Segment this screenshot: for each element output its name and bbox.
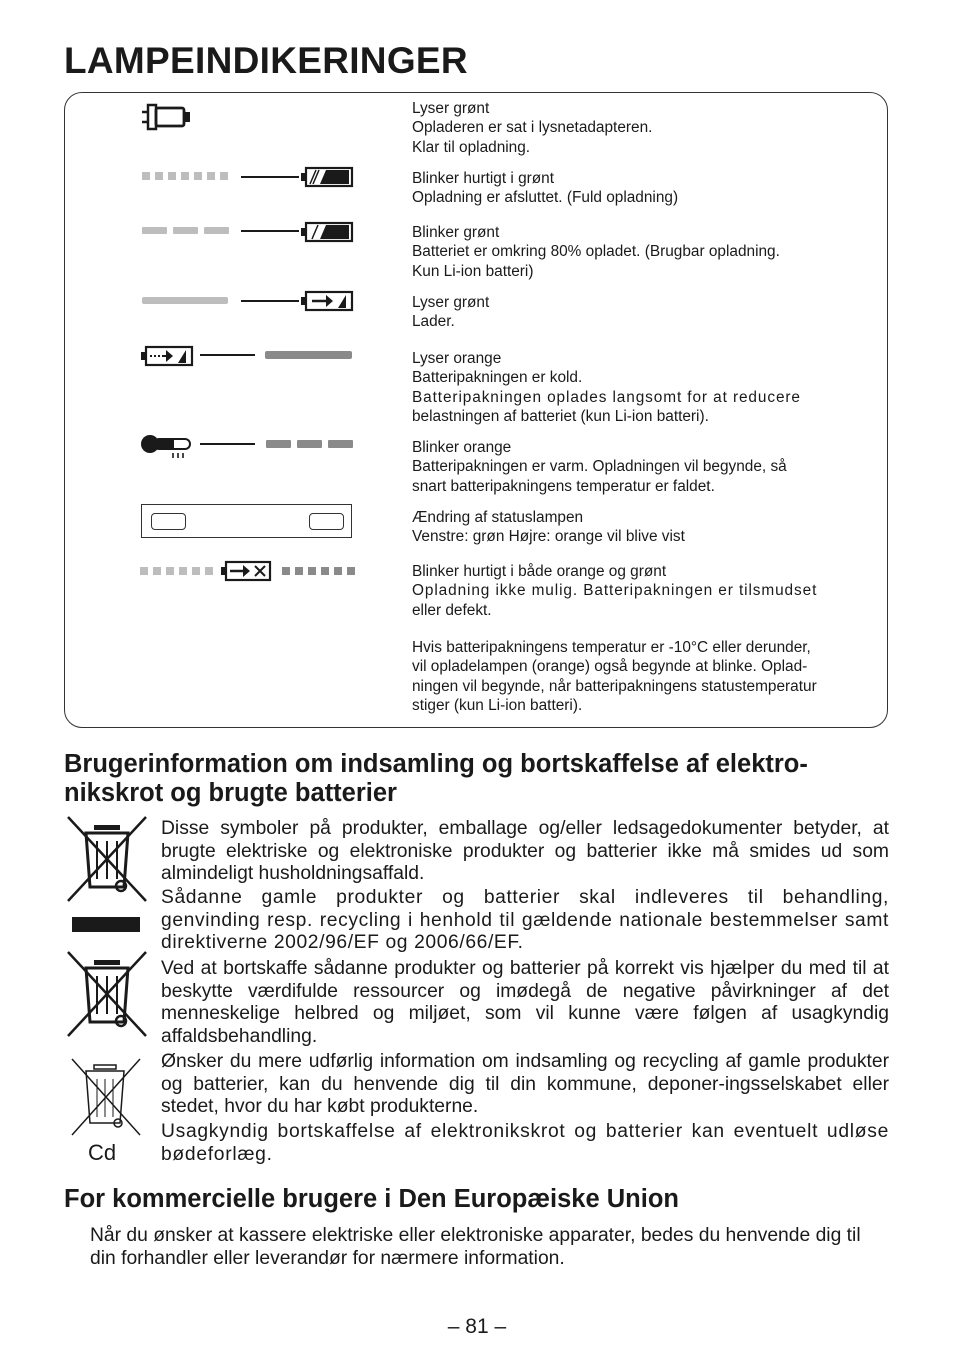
- right-lamp: [309, 513, 344, 530]
- indicator-1-text: Lyser grønt Opladeren er sat i lysnetadapteren. Klar til opladning.: [412, 100, 653, 156]
- error-battery-icon: [220, 560, 274, 582]
- crossed-battery-bin-icon: [70, 1057, 142, 1137]
- status-lamp-panel: [141, 504, 352, 538]
- black-bar-icon: [72, 917, 140, 932]
- connector-line: [200, 443, 255, 445]
- left-lamp: [151, 513, 186, 530]
- battery-80-icon: [300, 221, 356, 243]
- solid-green-bar: [142, 297, 228, 304]
- connector-line: [241, 230, 299, 232]
- cadmium-label: Cd: [88, 1140, 117, 1165]
- indicator-2-text: Blinker hurtigt i grønt Opladning er afsluttet. (Fuld opladning): [412, 170, 679, 207]
- indicator-8-text: Blinker hurtigt i både orange og grønt Opladning ikke mulig. Batteripakningen er tilsmudset eller defekt.: [412, 563, 818, 619]
- temperature-note: Hvis batteripakningens temperatur er -10°C eller derunder, vil opladelampen (orange) også begynde at blinke. Oplad- ningen vil begynde, når batteripakningens statustemperatur stiger (kun Li-ion batteri).: [412, 639, 817, 715]
- commercial-text: Når du ønsker at kassere elektriske eller elektroniske apparater, bedes du henvende dig til din forhandler eller leverandør for nærmere information.: [90, 1225, 861, 1269]
- disposal-paragraph-1: Disse symboler på produkter, emballage og/eller ledsagedokumenter betyder, at brugte elektriske og elektroniske produkter og batterier ikke må smides ud som almindeligt husholdningsaffald.: [161, 818, 889, 884]
- cold-battery-icon: [140, 345, 196, 367]
- indicator-7-text: Ændring af statuslampen Venstre: grøn Højre: orange vil blive vist: [412, 509, 685, 546]
- connector-line: [200, 354, 255, 356]
- indicator-5-text: Lyser orange Batteripakningen er kold. Batteripakningen oplades langsomt for at reducere belastningen af batteriet (kun Li-ion batteri).: [412, 350, 801, 425]
- crossed-bin-icon: [66, 815, 148, 903]
- blink-green-dashes-icon: [142, 227, 232, 237]
- disposal-paragraph-3: Ved at bortskaffe sådanne produkter og batterier på korrekt vis hjælper du med til at beskytte værdifulde ressourcer og imødegå de negative påvirkninger af det menneskelige helbred og miljøet, som vil kunne være følgen af usagkyndig affaldsbehandling.: [161, 958, 889, 1047]
- disposal-heading: Brugerinformation om indsamling og bortskaffelse af elektro- nikskrot og brugte batterier: [64, 750, 808, 807]
- fast-blink-orange-dots-icon: [282, 567, 358, 577]
- charging-battery-icon: [300, 290, 356, 312]
- indicator-3-text: Blinker grønt Batteriet er omkring 80% opladet. (Brugbar opladning. Kun Li-ion batteri): [412, 224, 780, 280]
- indicator-4-text: Lyser grønt Lader.: [412, 294, 490, 331]
- indicator-6-text: Blinker orange Batteripakningen er varm. Opladningen vil begynde, så snart batteripakningens temperatur er faldet.: [412, 439, 787, 495]
- disposal-paragraph-4: Ønsker du mere udførlig information om indsamling og recycling af gamle produkter og batterier, kan du henvende dig til din kommune, deponer-ingsselskabet eller stedet, hvor du har købt produkterne.: [161, 1051, 889, 1117]
- disposal-paragraph-2: Sådanne gamle produkter og batterier skal indleveres til behandling, genvinding resp. recycling i henhold til gældende nationale bestemmelser samt direktiverne 2002/96/EF og 2006/66/EF.: [161, 887, 889, 953]
- fast-blink-dots-icon: [140, 567, 216, 577]
- solid-orange-bar: [265, 351, 352, 359]
- page-title: LAMPEINDIKERINGER: [64, 40, 468, 81]
- crossed-bin-icon: [66, 950, 148, 1038]
- disposal-paragraph-5: Usagkyndig bortskaffelse af elektronikskrot og batterier kan eventuelt udløse bødeforlæg.: [161, 1121, 889, 1165]
- page-number: – 81 –: [447, 1315, 507, 1338]
- commercial-heading: For kommercielle brugere i Den Europæiske Union: [64, 1185, 679, 1213]
- blink-orange-dashes-icon: [266, 440, 356, 450]
- fast-blink-dots-icon: [142, 172, 232, 182]
- connector-line: [241, 176, 299, 178]
- thermometer-icon: [140, 433, 196, 459]
- connector-line: [241, 300, 299, 302]
- full-battery-icon: [300, 166, 356, 188]
- charger-plug-icon: [140, 102, 194, 132]
